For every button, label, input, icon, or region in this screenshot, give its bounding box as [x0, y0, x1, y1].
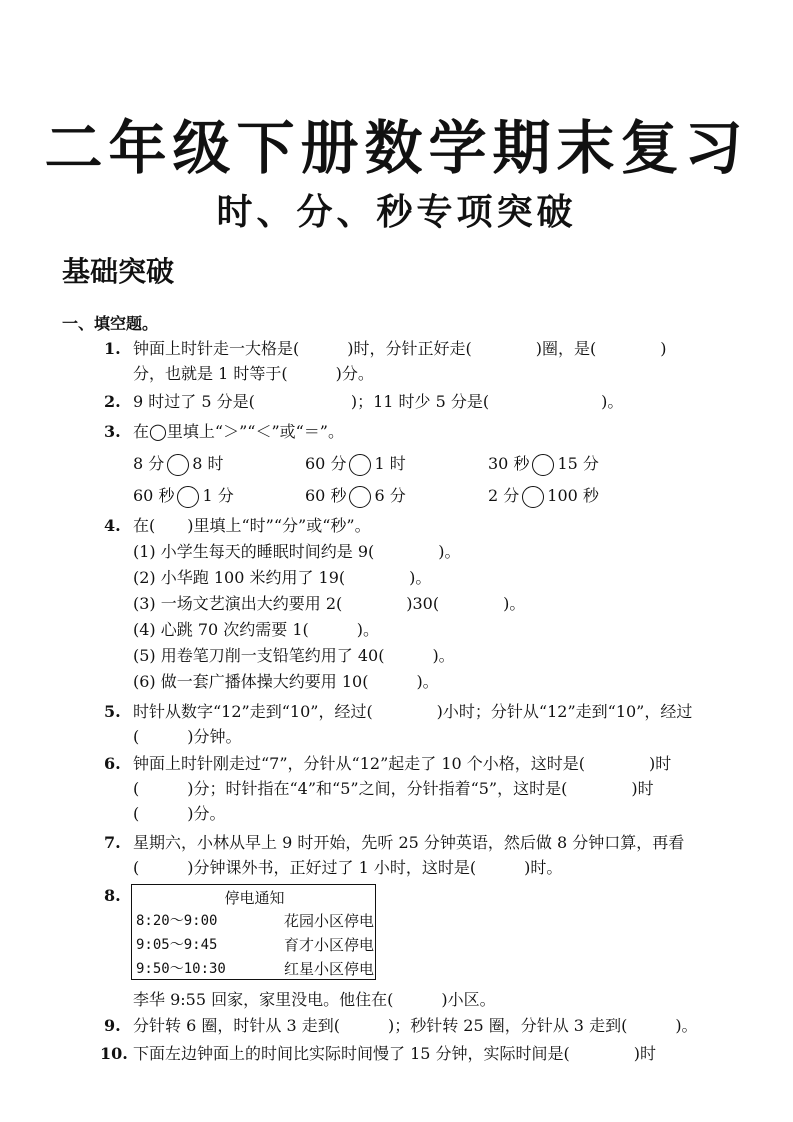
question-text: 下面左边钟面上的时间比实际时间慢了 15 分钟，实际时间是( )时 — [133, 1044, 657, 1063]
question-number: 10. — [100, 1044, 128, 1063]
question-number: 4. — [104, 516, 121, 535]
power-outage-notice — [131, 884, 376, 980]
question-text: 9 时过了 5 分是( )；11 时少 5 分是( )。 — [133, 392, 624, 411]
question-number: 1. — [104, 339, 121, 358]
question-number: 8. — [104, 886, 121, 905]
question-text: 在( )里填上“时”“分”或“秒”。 — [133, 516, 371, 535]
compare-right: 100 秒 — [547, 486, 599, 505]
question-number: 2. — [104, 392, 121, 411]
question-number: 3. — [104, 422, 121, 441]
question-text: 钟面上时针走一大格是( )时，分针正好走( )圈，是( ) — [133, 339, 667, 358]
page-subtitle: 时、分、秒专项突破 — [216, 192, 577, 233]
question-text: 钟面上时针刚走过“7”，分针从“12”起走了 10 个小格，这时是( )时 — [133, 754, 672, 773]
compare-circle[interactable] — [532, 454, 554, 476]
question-text: 星期六，小林从早上 9 时开始，先听 25 分钟英语，然后做 8 分钟口算，再看 — [133, 833, 685, 852]
compare-item — [305, 484, 406, 508]
notice-time: 8:20～9:00 — [136, 913, 218, 929]
compare-circle[interactable] — [349, 486, 371, 508]
question-text: ( )分；时针指在“4”和“5”之间，分针指着“5”，这时是( )时 — [133, 779, 654, 798]
compare-left: 60 秒 — [133, 486, 175, 505]
question-text: ( )分钟。 — [133, 727, 242, 746]
compare-right: 1 时 — [374, 454, 406, 473]
notice-time: 9:50～10:30 — [136, 961, 226, 977]
question-text: 在◯里填上“＞”“＜”或“＝”。 — [133, 422, 344, 441]
compare-item — [488, 484, 599, 508]
sub-question: (6) 做一套广播体操大约要用 10( )。 — [133, 672, 439, 691]
question-number: 6. — [104, 754, 121, 773]
compare-item — [133, 484, 234, 508]
question-number: 9. — [104, 1016, 121, 1035]
sub-question: (2) 小华跑 100 米约用了 19( )。 — [133, 568, 432, 587]
compare-right: 6 分 — [374, 486, 406, 505]
compare-item — [305, 452, 406, 476]
compare-left: 8 分 — [133, 454, 165, 473]
question-text: ( )分。 — [133, 804, 226, 823]
compare-circle[interactable] — [167, 454, 189, 476]
compare-item — [488, 452, 599, 476]
sub-question: (5) 用卷笔刀削一支铅笔约用了 40( )。 — [133, 646, 455, 665]
question-text: 时针从数字“12”走到“10”，经过( )小时；分针从“12”走到“10”，经过 — [133, 702, 693, 721]
question-text: ( )分钟课外书，正好过了 1 小时，这时是( )时。 — [133, 858, 563, 877]
compare-right: 8 时 — [192, 454, 224, 473]
compare-circle[interactable] — [522, 486, 544, 508]
compare-left: 60 分 — [305, 454, 347, 473]
notice-place: 育才小区停电 — [283, 936, 374, 954]
compare-right: 15 分 — [557, 454, 599, 473]
question-text: 李华 9:55 回家，家里没电。他住在( )小区。 — [133, 990, 496, 1009]
compare-item — [133, 452, 224, 476]
compare-right: 1 分 — [202, 486, 234, 505]
question-text: 分针转 6 圈，时针从 3 走到( )；秒针转 25 圈，分针从 3 走到( )。 — [133, 1016, 698, 1035]
notice-place: 红星小区停电 — [283, 960, 374, 978]
compare-left: 2 分 — [488, 486, 520, 505]
page-title: 二年级下册数学期末复习 — [44, 114, 749, 182]
question-number: 5. — [104, 702, 121, 721]
notice-title: 停电通知 — [224, 889, 285, 907]
sub-question: (1) 小学生每天的睡眠时间约是 9( )。 — [133, 542, 461, 561]
notice-place: 花园小区停电 — [283, 912, 374, 930]
compare-circle[interactable] — [177, 486, 199, 508]
compare-circle[interactable] — [349, 454, 371, 476]
sub-question: (4) 心跳 70 次约需要 1( )。 — [133, 620, 380, 639]
sub-question: (3) 一场文艺演出大约要用 2( )30( )。 — [133, 594, 526, 613]
question-text: 分，也就是 1 时等于( )分。 — [133, 364, 374, 383]
notice-time: 9:05～9:45 — [136, 937, 218, 953]
part-heading: 一、填空题。 — [62, 314, 159, 333]
section-heading: 基础突破 — [62, 255, 175, 288]
compare-left: 30 秒 — [488, 454, 530, 473]
compare-left: 60 秒 — [305, 486, 347, 505]
question-number: 7. — [104, 833, 121, 852]
